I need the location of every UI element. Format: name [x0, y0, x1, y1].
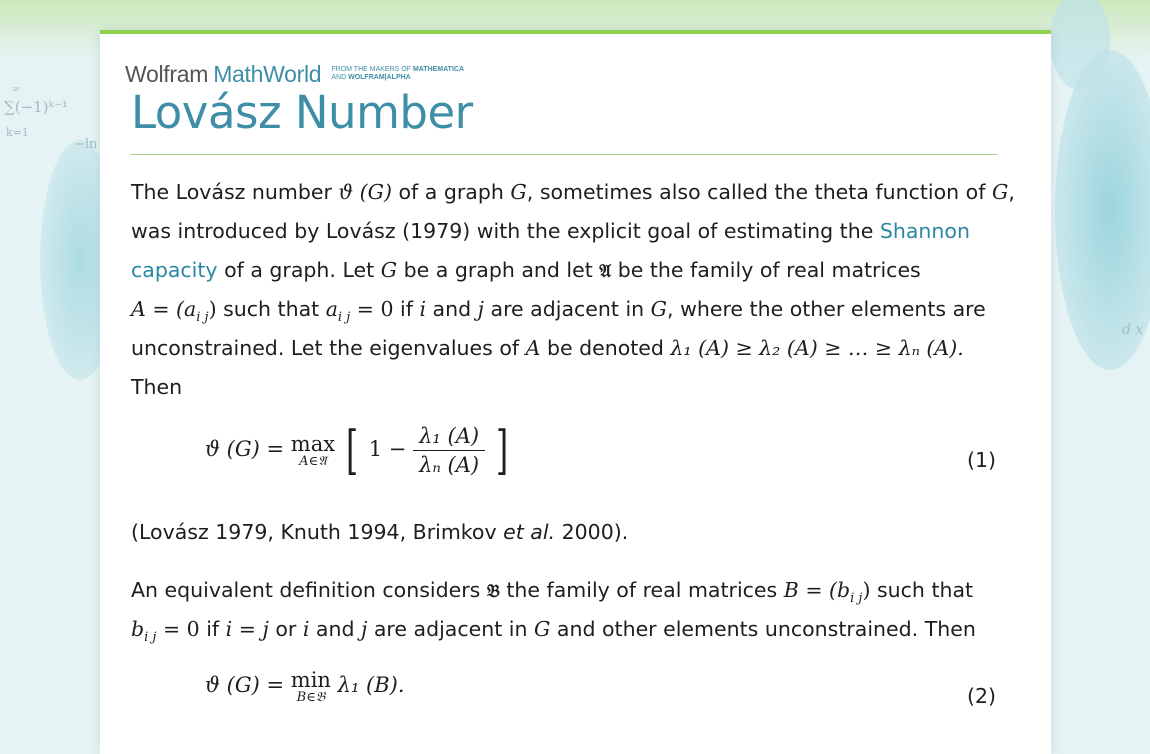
- bg-formula-ln: −ln: [74, 137, 98, 152]
- bg-formula-dx: d x: [1122, 322, 1144, 338]
- shannon-capacity-link[interactable]: Shannon: [879, 219, 970, 243]
- intro-paragraph: [131, 173, 1015, 407]
- para3-line-2: $b_{i j} = 0$ if i = j or i and j are adjacent in G and other elements unconstrained. Then: [131, 617, 976, 646]
- para3-line-1: An equivalent definition considers 𝔅 the family of real matrices $B = (b_{i j})$ such that: [131, 578, 974, 607]
- citation-paragraph: (Lovász 1979, Knuth 1994, Brimkov et al. 2000).: [131, 520, 629, 544]
- equation-1: ϑ (G) = max A∈𝔄 [ 1 − $\frac{\text{λ₁ (A)}}{\text{λₙ (A)}}$ ]: [205, 420, 509, 481]
- para1-line-2: was introduced by Lovász (1979) with the explicit goal of estimating the Shannon: [131, 219, 970, 243]
- equation-1-number: (1): [966, 448, 996, 472]
- bg-formula-sum: ∑(−1)ᵏ⁻¹: [4, 98, 68, 116]
- equivalent-definition-paragraph: [131, 571, 997, 649]
- logo-wolfram: Wolfram: [125, 61, 209, 87]
- para1-line-1: The Lovász number ϑ (G) of a graph G, sometimes also called the theta function of G,: [131, 180, 1015, 204]
- bg-formula-inf: ∞: [12, 84, 21, 95]
- logo-tagline: FROM THE MAKERS OF MATHEMATICA AND WOLFRAM|ALPHA: [331, 66, 465, 81]
- para1-line-4: $A = (a_{i j})$ such that $a_{i j} = 0$ if i and j are adjacent in G, where the other elements are: [131, 297, 986, 326]
- article-card: [100, 30, 1051, 754]
- para1-line-3: capacity of a graph. Let G be a graph and let 𝔄 be the family of real matrices: [131, 258, 921, 282]
- logo-mathworld: MathWorld: [213, 61, 322, 87]
- equation-2-number: (2): [966, 684, 996, 708]
- wolfram-mathworld-logo[interactable]: [125, 61, 464, 88]
- shannon-capacity-link-cont[interactable]: capacity: [131, 258, 218, 282]
- bg-formula-k: k=1: [6, 126, 29, 139]
- equation-2: ϑ (G) = min B∈𝔅 λ₁ (B).: [205, 668, 405, 705]
- para1-line-6: Then: [131, 375, 183, 399]
- page-title: Lovász Number: [131, 86, 473, 139]
- title-divider: [131, 154, 997, 155]
- para1-line-5: unconstrained. Let the eigenvalues of A be denoted λ₁ (A) ≥ λ₂ (A) ≥ … ≥ λₙ (A).: [131, 336, 964, 360]
